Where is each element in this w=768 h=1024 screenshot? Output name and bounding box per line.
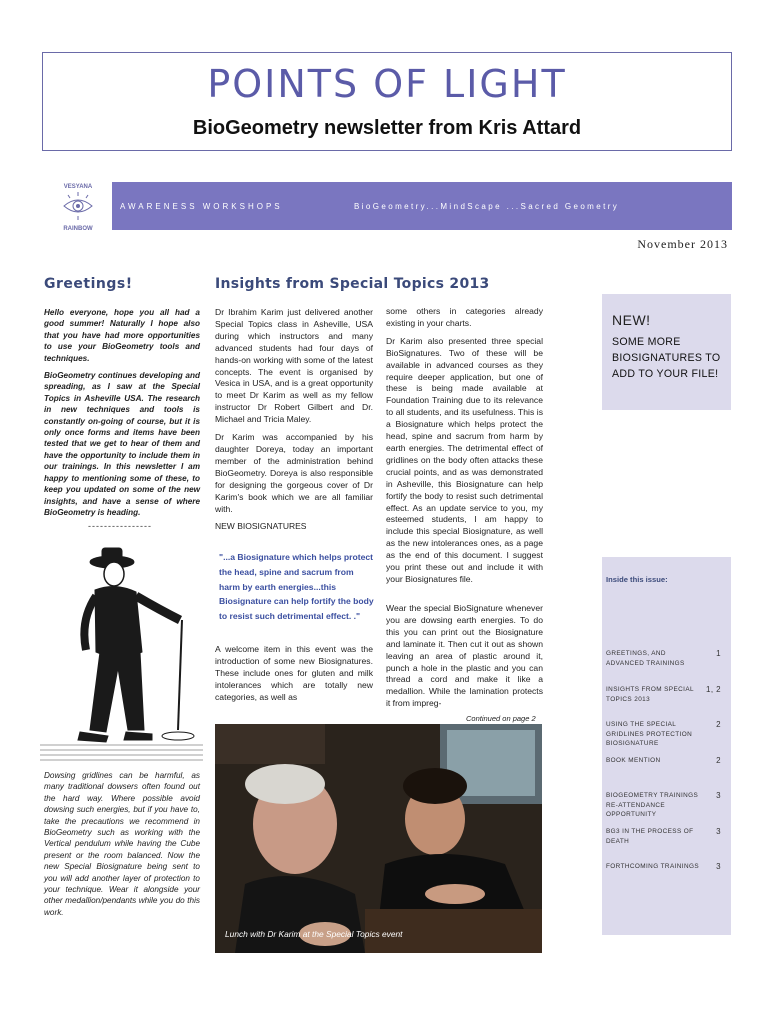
dowsing-caption-text: Dowsing gridlines can be harmful, as many traditional dowsers often found out the hard way. Where possible avoid dowsing such energies, but if you have to, take the precautions we recommend in BioGeometry such as working with the Vertical pendulum while having the Cube present or the room balanced. Now the new Special Biosignature being sent to you will add another layer of protection to your technique. Wear it alongside your other medallion/pendants while you do this work. [44,771,200,917]
band-left-text: AWARENESS WORKSHOPS [120,202,283,211]
new-box-title: NEW! [612,312,651,328]
logo-top-text: VESYANA [63,184,93,190]
toc-page: 3 [716,827,721,836]
toc-label: FORTHCOMING TRAININGS [606,863,700,870]
greetings-text [44,307,200,524]
toc-item [606,685,729,704]
toc-page: 2 [716,756,721,765]
toc-item [606,791,729,820]
greetings-heading: Greetings! [44,276,133,292]
toc-label: USING THE SPECIAL GRIDLINES PROTECTION BIOSIGNATURE [606,721,693,748]
newsletter-title: POINTS OF LIGHT [207,62,567,106]
insights-paragraph: A welcome item in this event was the introduction of some new Biosignatures. These include ones for gluten and milk intolerances which are totally new categories, as well as [215,644,373,702]
insights-paragraph: Dr Karim was accompanied by his daughter Doreya, today an important member of the administration behind BioGeometry. Doreya is also responsible for designing the gorgeous cover of Dr Karim's book which we are all familiar with. [215,432,373,514]
new-box-text: SOME MORE BIOSIGNATURES TO ADD TO YOUR FILE! [612,336,721,380]
vesyana-eye-logo [52,180,104,232]
toc-page: 3 [716,791,721,800]
band-right-text: BioGeometry...MindScape ...Sacred Geometry [354,202,620,211]
toc-label: INSIGHTS FROM SPECIAL TOPICS 2013 [606,686,694,703]
insights-heading: Insights from Special Topics 2013 [215,276,490,292]
divider: ---------------- [88,521,152,531]
greetings-paragraph: BioGeometry continues developing and spreading, as I saw at the Special Topics in Asheville USA. The research in new techniques and tools is constantly on-going of course, but it is only once forms and items have been tested that we get to hear of them and have the opportunity to include them in our trainings. In this newsletter I am happy to mentioning some of these, to keep you updated on some of the new insights, and have a sense of where BioGeometry is heading. [44,371,200,517]
toc-page: 1, 2 [706,685,721,694]
photo-caption: Lunch with Dr Karim at the Special Topics event [225,929,403,939]
insights-column-1 [215,307,373,541]
toc-item [606,720,729,749]
toc-label: BG3 IN THE PROCESS OF DEATH [606,828,694,845]
masthead [42,52,732,151]
newsletter-subtitle: BioGeometry newsletter from Kris Attard [192,117,582,139]
lunch-photo [215,724,542,953]
insights-paragraph: Dr Karim also presented three special BioSignatures. Two of these will be available in advanced courses as they require deeper application, but one of these is being made available at Foundation Training due to its relevance to all students, and its usefulness. This is a Biosignature which helps protect the head, spine and sacrum from harm by earth energies. The detrimental effect of gridlines on the body often attacks these crucial points, and as was demonstrated in Asheville, this Biosignature can help fortify the body to resist such detrimental effect. As an update service to you, my esteemed students, I am happy to include this special Biosignature, as well as the new intolerances ones, as a page as the end of this document. I suggest you print these out and include it with your Biosignatures file. [386,335,543,584]
toc-label: BOOK MENTION [606,757,661,764]
new-biosignatures-box [602,294,731,410]
issue-date: November 2013 [637,237,728,251]
header-band [112,182,732,230]
lunch-photo-image [215,724,542,953]
inside-heading: Inside this issue: [606,575,668,584]
insights-paragraph: some others in categories already existing in your charts. [386,306,543,328]
toc-item [606,827,729,846]
toc-label: GREETINGS, AND ADVANCED TRAININGS [606,650,685,667]
continued-note: Continued on page 2 [466,714,536,723]
insights-column-2 [386,306,543,592]
toc-item [606,862,729,872]
inside-this-issue-box [602,557,731,935]
pull-quote: "...a Biosignature which helps protect the head, spine and sacrum from harm by earth energies...this Biosignature can help fortify the body to resist such detrimental effect. ." [219,552,374,622]
new-biosignatures-subheading: NEW BIOSIGNATURES [215,521,307,532]
greetings-paragraph: Hello everyone, hope you all had a good summer! Naturally I hope also that you have had more opportunities to use your BioGeometry tools and techniques. [44,308,200,363]
toc-item [606,649,729,668]
insights-paragraph: Wear the special BioSignature whenever you are dowsing earth energies. To do this you can print out the Biosignature and laminate it. Then cut it out as shown leaving an area of plastic around it, punch a hole in the plastic and you can thread a cord and make it like a medallion. While the lamination protects it from impreg- [386,603,543,709]
toc-item [606,756,729,766]
toc-page: 1 [716,649,721,658]
dowser-illustration [40,540,203,762]
toc-page: 3 [716,862,721,871]
insights-paragraph: Dr Ibrahim Karim just delivered another Special Topics class in Asheville, USA during which instructors and many advanced students had four days of hands-on working with some of the latest concepts. The event is organised by Vesica in USA, and is a great opportunity to meet Dr Karim as well as my fellow instructor Dr Robert Gilbert and Dr. Michael and Tricia Maley. [215,307,373,425]
toc-page: 2 [716,720,721,729]
logo-bottom-text: RAINBOW [63,226,93,232]
toc-label: BIOGEOMETRY TRAININGS RE-ATTENDANCE OPPORTUNITY [606,792,699,819]
